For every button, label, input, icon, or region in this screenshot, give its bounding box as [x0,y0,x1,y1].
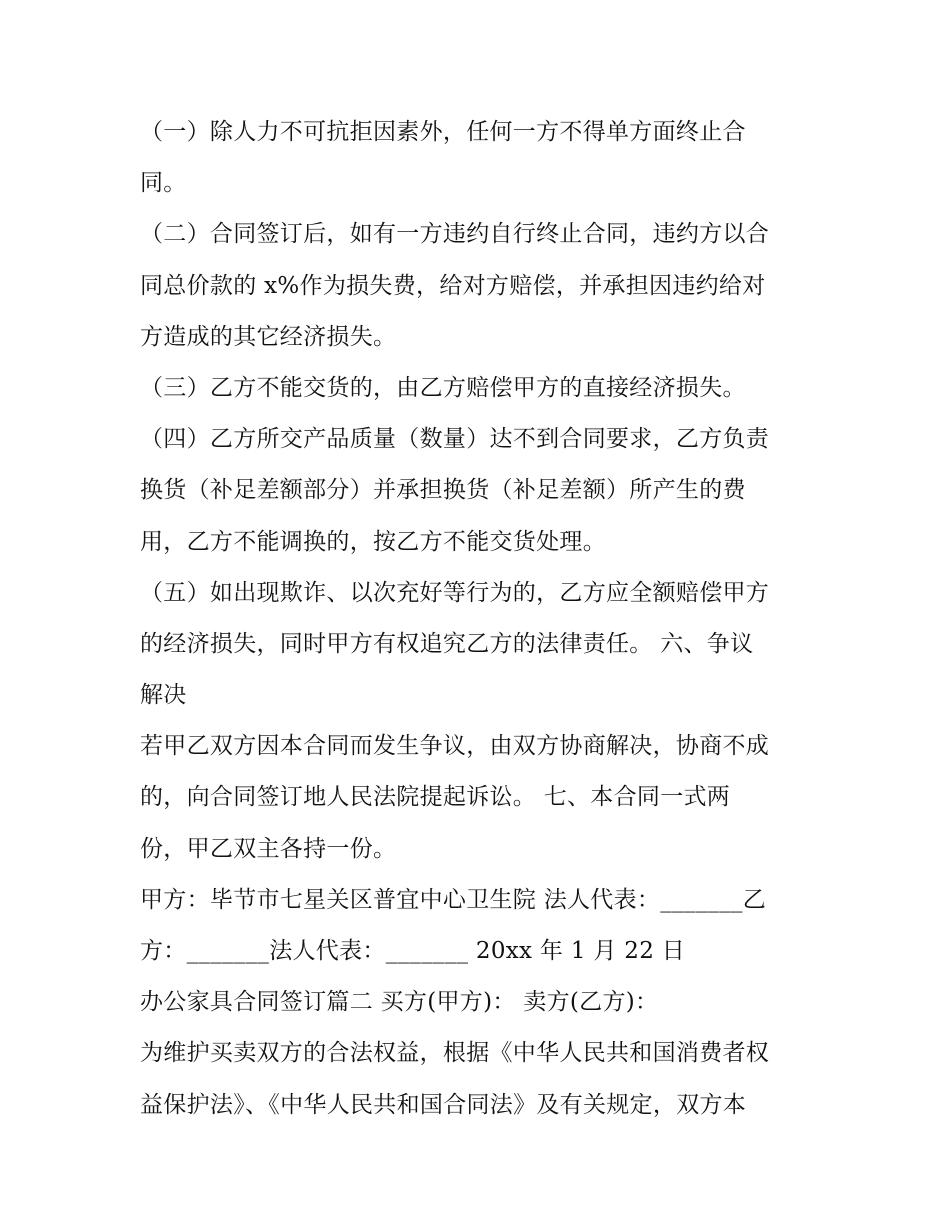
text-line: 的经济损失，同时甲方有权追究乙方的法律责任。 六、争议 [140,630,754,657]
signature-date-line: 方：_______法人代表：_______ 20xx 年 1 月 22 日 [140,938,686,964]
text-line: 用，乙方不能调换的，按乙方不能交货处理。 [140,528,606,555]
text-line: （一）除人力不可抗拒因素外，任何一方不得单方面终止合 [140,119,746,145]
text-line: 换货（补足差额部分）并承担换货（补足差额）所产生的费 [140,477,746,504]
text-line: （四）乙方所交产品质量（数量）达不到合同要求，乙方负责 [140,426,770,453]
text-line: 为维护买卖双方的合法权益，根据《中华人民共和国消费者权 [140,1040,770,1067]
text-line: 方造成的其它经济损失。 [140,323,397,350]
document-body [140,107,820,1131]
text-line: 同总价款的 x%作为损失费，给对方赔偿，并承担因违约给对 [140,272,766,299]
section-heading-line: 解决 [140,682,187,709]
section-title-line: 办公家具合同签订篇二 买方(甲方)： 卖方(乙方)： [140,989,659,1016]
text-line: 的，向合同签订地人民法院提起诉讼。 七、本合同一式两 [140,784,731,811]
text-line: 若甲乙双方因本合同而发生争议，由双方协商解决，协商不成 [140,733,770,760]
text-line: （五）如出现欺诈、以次充好等行为的，乙方应全额赔偿甲方 [140,579,770,606]
signature-line: 甲方：毕节市七星关区普宜中心卫生院 法人代表：_______乙 [140,886,767,913]
text-line: 同。 [140,170,187,197]
text-line: 份，甲乙双主各持一份。 [140,835,397,862]
text-line: 益保护法》、《中华人民共和国合同法》及有关规定，双方本 [140,1091,747,1118]
text-line: （二）合同签订后，如有一方违约自行终止合同，违约方以合 [140,221,770,248]
text-line: （三）乙方不能交货的，由乙方赔偿甲方的直接经济损失。 [140,374,746,401]
